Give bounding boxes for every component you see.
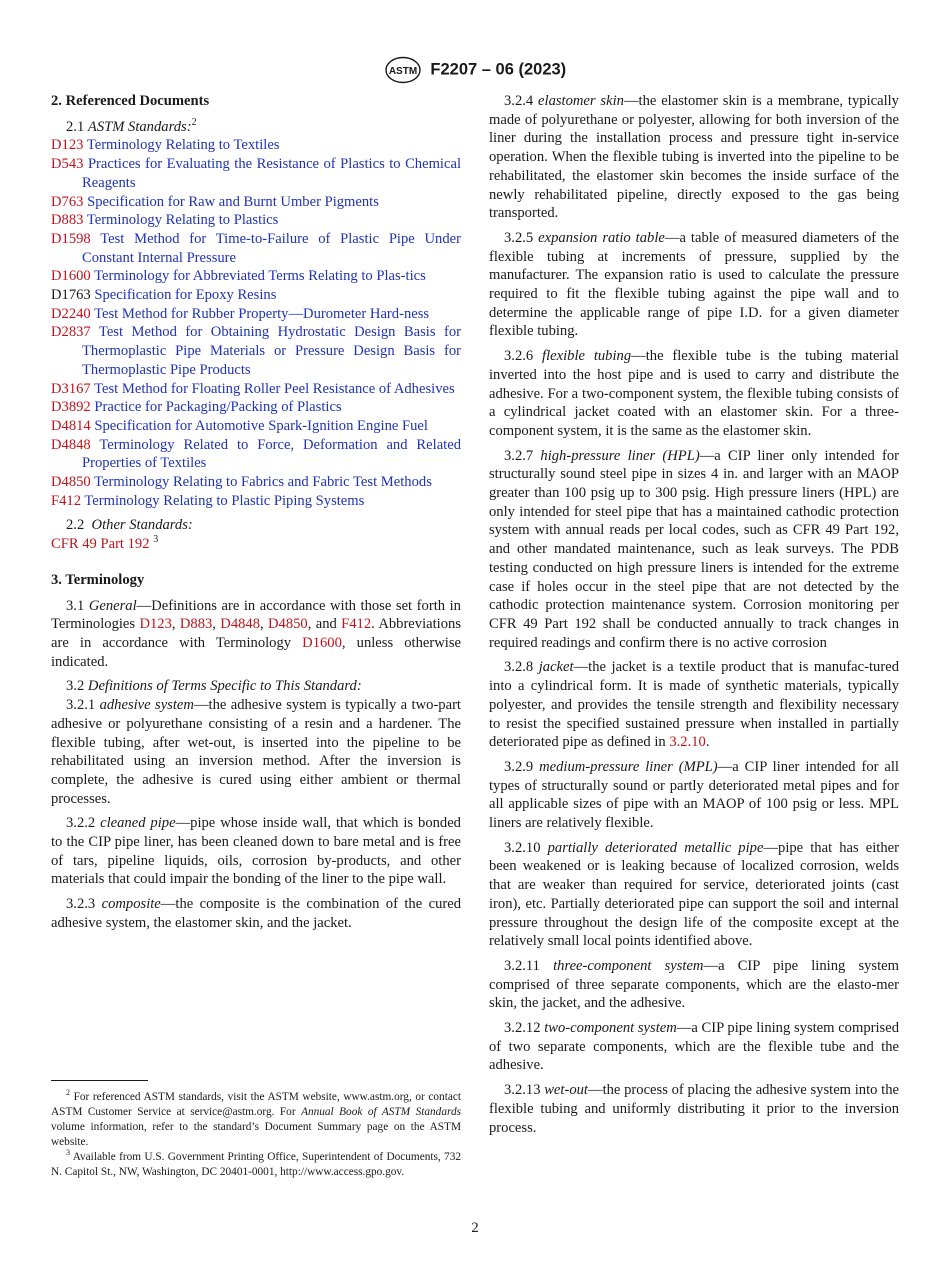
reference-title[interactable]: Practice for Packaging/Packing of Plastics (94, 399, 342, 416)
other-standards-text: Other Standards: (91, 517, 193, 534)
footnote-ref-3[interactable]: 3 (153, 534, 159, 546)
reference-title[interactable]: Terminology Relating to Plastics (86, 212, 279, 229)
reference-code[interactable]: D4850 (51, 474, 91, 491)
reference-item (51, 267, 461, 286)
reference-title[interactable]: Terminology Relating to Plastic Piping Systems (84, 492, 365, 509)
terminology-heading: 3. Terminology (51, 571, 145, 588)
astm-standards-text: ASTM Standards: (87, 118, 192, 135)
cfr-reference (51, 535, 461, 554)
reference-title[interactable]: Terminology Related to Force, Deformation and Related Properties of Textiles (82, 436, 462, 472)
reference-code: D1763 (51, 287, 91, 304)
general-term: General (88, 597, 137, 614)
reference-title[interactable]: Test Method for Obtaining Hydrostatic Design Basis for Thermoplastic Pipe Materials or Pressure Design Basis for Thermoplastic Pipe Products (82, 324, 461, 378)
reference-code[interactable]: D1600 (51, 268, 91, 285)
reference-item (51, 136, 461, 155)
reference-title[interactable]: Test Method for Rubber Property—Durometer Hard-ness (94, 305, 430, 322)
footnote-divider (51, 1080, 148, 1081)
reference-item (51, 473, 461, 492)
definition-term: expansion ratio table (538, 229, 665, 246)
footnote-ref-2[interactable]: 2 (191, 116, 197, 128)
general-number: 3.1 (66, 597, 85, 614)
reference-code[interactable]: D883 (51, 212, 84, 229)
definition-paragraph: 3.2.9 medium-pressure liner (MPL)—a CIP liner intended for all types of structurally sound or partly deteriorated metal pipes and for all applicable sizes of pipe with an MAOP of 100 psig or less. MPL liners are relatively flexible. (489, 758, 899, 832)
reference-code[interactable]: D123 (51, 137, 84, 154)
page-number: 2 (471, 1220, 479, 1236)
definition-term: elastomer skin (538, 93, 624, 109)
reference-code[interactable]: D1598 (51, 230, 91, 247)
inline-ref-link[interactable]: D4848 (220, 616, 261, 633)
definition-term: cleaned pipe (100, 815, 176, 832)
reference-item (51, 305, 461, 324)
reference-code[interactable]: D2837 (51, 324, 91, 341)
definition-paragraph: 3.2.7 high-pressure liner (HPL)—a CIP liner only intended for structurally sound steel pipe in sizes 4 in. and larger with an MAOP greater than 100 psig up to 300 psig. High pressure liners (HPL) are only intended for steel pipe that has a maintained cathodic protection system with annual reads per local codes, such as CFR 49 Part 192, and other mandated maintenance, such as leak surveys. The PDB testing conducted on high pressure liners is intended for the extreme case if holes occur in the steel pipe that are not detected by the cathodic protection maintenance system. Corrosion monitoring per CFR 49 Part 192 shall be conducted annually to track changes in required readings and confirm there is no active corrosion (489, 447, 899, 651)
definition-term: medium-pressure liner (MPL) (539, 758, 718, 775)
reference-title[interactable]: Terminology Relating to Fabrics and Fabric Test Methods (94, 474, 432, 491)
reference-title[interactable]: Specification for Automotive Spark-Ignition Engine Fuel (94, 417, 428, 434)
definition-term: high-pressure liner (HPL) (540, 447, 700, 464)
inline-ref-link[interactable]: D883 (179, 616, 213, 633)
reference-title[interactable]: Specification for Epoxy Resins (94, 287, 277, 304)
reference-title[interactable]: Specification for Raw and Burnt Umber Pigments (87, 193, 379, 210)
definitions-heading: 3.2 Definitions of Terms Specific to This Standard: (66, 678, 362, 695)
referenced-documents-heading: 2. Referenced Documents (51, 93, 210, 109)
footnotes (51, 1090, 461, 1180)
definition-paragraph: 3.2.5 expansion ratio table—a table of measured diameters of the flexible tubing at increments of pressure, supplied by the manufacturer. The expansion ratio is used to calculate the pressure required to fit the flexible tubing against the pipe wall and to determine the applicable range of pipe I.D. for a given diameter flexible tubing. (489, 229, 899, 340)
reference-code[interactable]: D543 (51, 156, 84, 173)
general-text: —Definitions are in accordance with those set forth in Terminologies (51, 597, 461, 633)
inline-ref-link[interactable]: D123 (139, 616, 172, 633)
reference-list (51, 136, 461, 510)
definition-term: three-component system (553, 957, 704, 974)
right-column (489, 92, 899, 1137)
reference-item (51, 193, 461, 212)
reference-code[interactable]: D4848 (51, 436, 91, 453)
definition-term: flexible tubing (542, 348, 632, 365)
cfr-link[interactable]: CFR 49 Part 192 (51, 536, 150, 553)
reference-title[interactable]: Test Method for Time-to-Failure of Plastic Pipe Under Constant Internal Pressure (82, 230, 461, 266)
inline-ref-link[interactable]: D1600 (302, 634, 342, 651)
reference-item (51, 492, 461, 511)
reference-code[interactable]: D2240 (51, 305, 91, 322)
reference-item (51, 323, 461, 379)
astm-logo-icon (384, 56, 422, 84)
definition-term: partially deteriorated metallic pipe (547, 839, 764, 856)
definition-term: jacket (538, 659, 574, 676)
inline-ref-link[interactable]: D4850 (268, 616, 308, 633)
reference-item (51, 155, 461, 192)
astm-standards-number: 2.1 (66, 118, 85, 135)
definition-paragraph: 3.2.3 composite—the composite is the combination of the cured adhesive system, the elastomer skin, and the jacket. (51, 896, 462, 931)
definition-term: composite (101, 896, 161, 913)
definition-paragraph: 3.2.13 wet-out—the process of placing the adhesive system into the flexible tubing and uniformly distributing it prior to the inversion process. (489, 1082, 899, 1136)
reference-item (51, 380, 461, 399)
general-paragraph: 3.1 General—Definitions are in accordance with those set forth in Terminologies D123, D883, D4848, D4850, and F412. Abbreviations are in accordance with Terminology D1600, unless otherwise indicated. (51, 597, 461, 670)
reference-code[interactable]: F412 (51, 492, 82, 509)
footnote-2: $^2$ For referenced ASTM standards, visit the ASTM website, www.astm.org, or contact ASTM Customer Service at service@astm.org. For Annual Book of ASTM Standards volume information, refer to the standard’s Document Summary page on the ASTM website. (51, 1088, 461, 1148)
definition-paragraph: 3.2.6 flexible tubing—the flexible tube is the tubing material inverted into the host pipe and is used to carry and distribute the adhesive. For a two-component system, the flexible tubing consists of a cylindrical jacket coated with an elastomer skin. For a three-component system, it is the same as the elastomer skin. (489, 348, 899, 439)
definition-paragraph: 3.2.1 adhesive system—the adhesive system is typically a two-part adhesive or polyurethane consisting of a resin and a hardener. The flexible tubing, after wet-out, is inserted into the pipeline to be rehabilitated using an inversion method. After the inversion is complete, the adhesive is cured using either ambient or thermal processes. (51, 697, 461, 807)
definition-term: adhesive system (99, 697, 194, 714)
other-standards-number: 2.2 (66, 517, 85, 534)
reference-code[interactable]: D763 (51, 193, 84, 210)
definition-term: two-component system (544, 1020, 677, 1037)
definition-paragraph: 3.2.8 jacket—the jacket is a textile product that is manufac-tured into a cylindrical form. It is made of synthetic materials, typically polyester, and provides the tensile strength and flexibility necessary to resist the specified sustained pressure when installed in partially deteriorated pipe as defined in 3.2.10. (489, 659, 899, 751)
reference-title[interactable]: Test Method for Floating Roller Peel Resistance of Adhesives (94, 380, 455, 397)
reference-title[interactable]: Terminology Relating to Textiles (86, 137, 280, 154)
reference-title[interactable]: Terminology for Abbreviated Terms Relating to Plas-tics (94, 268, 426, 285)
definition-paragraph: 3.2.11 three-component system—a CIP pipe lining system comprised of three separate components, which are the elasto-mer skin, the jacket, and the adhesive. (489, 957, 899, 1012)
footnote-3: $^3$ Available from U.S. Government Printing Office, Superintendent of Documents, 732 N. Capitol St., NW, Washington, DC 20401-0001, http://www.access.gpo.gov. (51, 1148, 462, 1178)
standard-designation: F2207 – 06 (2023) (430, 60, 567, 79)
reference-item (51, 398, 461, 417)
reference-code[interactable]: D3167 (51, 380, 91, 397)
astm-standards-label (66, 118, 461, 137)
definition-paragraph: 3.2.2 cleaned pipe—pipe whose inside wall, that which is bonded to the CIP pipe liner, has been cleaned down to bare metal and is free of tars, pipeline liquids, oils, corrosion by-products, and other materials that could impair the bonding of the liner to the pipe wall. (51, 815, 461, 888)
reference-item (51, 286, 461, 305)
other-standards-label (66, 516, 461, 535)
reference-title[interactable]: Practices for Evaluating the Resistance of Plastics to Chemical Reagents (82, 156, 461, 191)
inline-ref-link[interactable]: 3.2.10 (669, 734, 706, 751)
reference-item (51, 436, 461, 473)
reference-item (51, 417, 461, 436)
astm-logo-text: ASTM (388, 66, 417, 77)
reference-item (51, 211, 461, 230)
definition-paragraph: 3.2.4 elastomer skin—the elastomer skin is a membrane, typically made of polyurethane or polyester, allowing for both inversion of the liner during the installation process and pressure tight in-service operation. When the flexible tubing is inverted into the pipeline to be rehabilitated, the elastomer skin becomes the inside surface of the newly rehabilitated pipeline, directly exposed to the gas being transported. (489, 93, 899, 222)
reference-code[interactable]: D4814 (51, 417, 91, 434)
reference-code[interactable]: D3892 (51, 399, 91, 416)
left-column (51, 92, 461, 933)
definition-term: wet-out (544, 1082, 588, 1099)
definition-paragraph: 3.2.12 two-component system—a CIP pipe lining system comprised of two separate components, which are the flexible tube and the adhesive. (489, 1020, 899, 1074)
reference-item (51, 230, 461, 267)
definition-paragraph: 3.2.10 partially deteriorated metallic pipe—pipe that has either been weakened or is leaking because of localized corrosion, welds that are weaker than required for service, deteriorated joints (cast iron), etc. Partially deteriorated pipe can support the soil and internal pressure throughout the design life of the composite except at the relatively small local points identified above. (489, 839, 899, 950)
inline-ref-link[interactable]: F412 (341, 616, 372, 633)
page-header (0, 56, 950, 84)
